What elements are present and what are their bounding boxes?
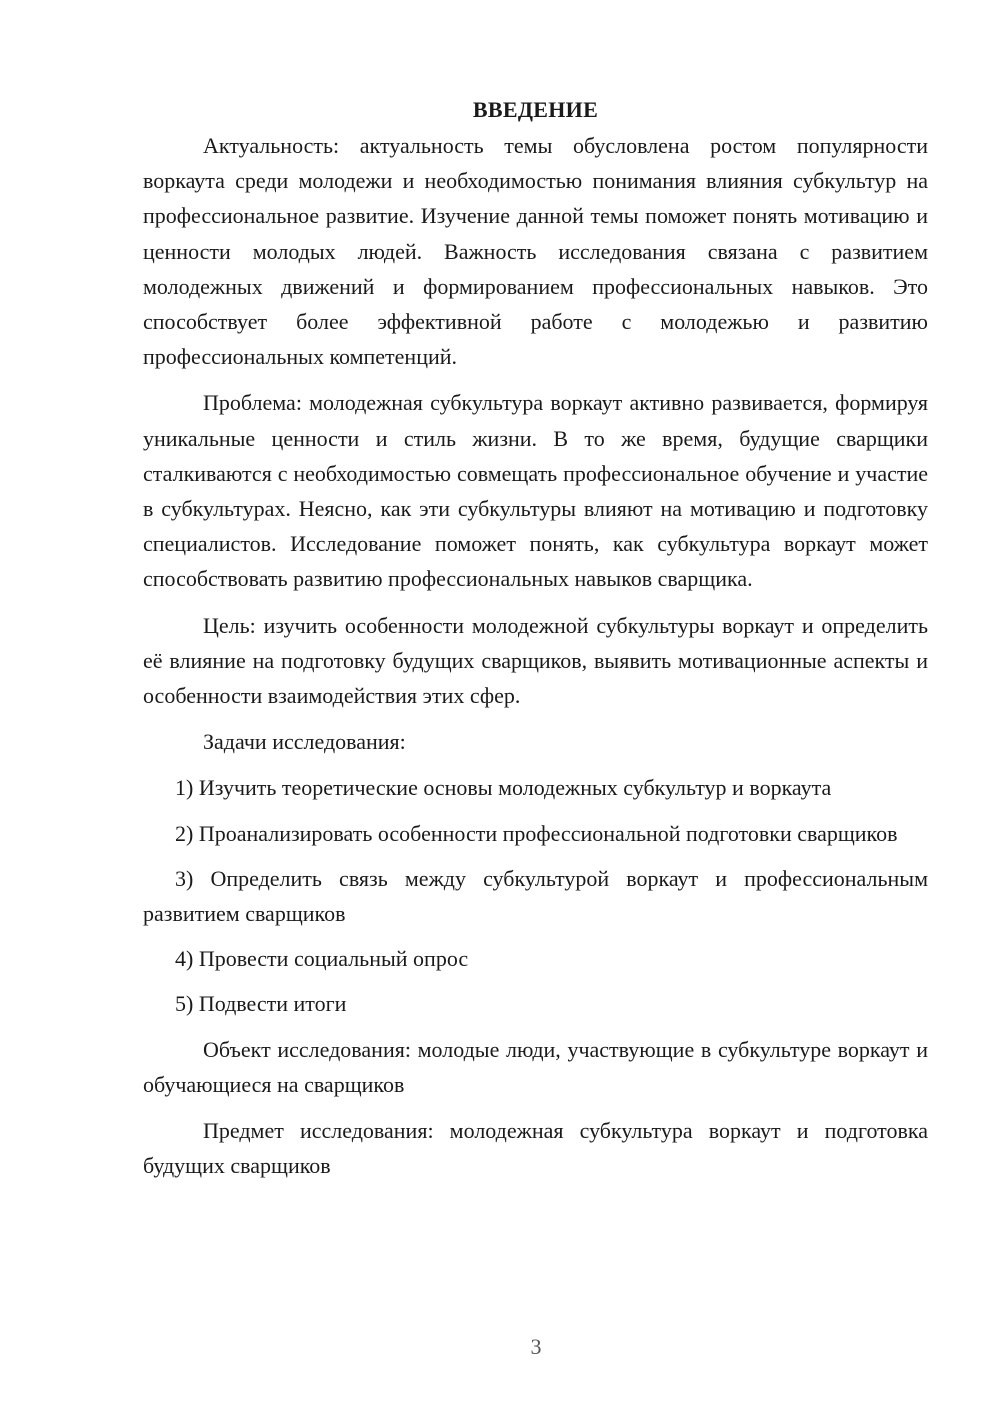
page-number: 3 — [530, 1334, 542, 1359]
goal-paragraph: Цель: изучить особенности молодежной субкультуры воркаут и определить её влияние на подготовку будущих сварщиков, выявить мотивационные аспекты и особенности взаимодействия этих сфер. — [143, 612, 928, 709]
task-item-2: 2) Проанализировать особенности профессиональной подготовки сварщиков — [175, 820, 898, 846]
tasks-heading: Задачи исследования: — [203, 729, 406, 755]
task-item-1: 1) Изучить теоретические основы молодежных субкультур и воркаута — [175, 775, 832, 801]
relevance-paragraph: Актуальность: актуальность темы обусловлена ростом популярности воркаута среди молодежи и необходимостью понимания влияния субкультур на профессиональное развитие. Изучение данной темы поможет понять мотивацию и ценности молодых людей. Важность исследования связана с развитием молодежных движений и формированием профессиональных навыков. Это способствует более эффективной работе с молодежью и развитию профессиональных компетенций. — [143, 133, 928, 370]
page-content — [143, 92, 928, 1194]
object-paragraph: Объект исследования: молодые люди, участвующие в субкультуре воркаут и обучающиеся на сварщиков — [143, 1036, 928, 1097]
page-title: ВВЕДЕНИЕ — [472, 97, 599, 122]
problem-paragraph: Проблема: молодежная субкультура воркаут активно развивается, формируя уникальные ценности и стиль жизни. В то же время, будущие сварщики сталкиваются с необходимостью совмещать профессиональное обучение и участие в субкультурах. Неясно, как эти субкультуры влияют на мотивацию и подготовку специалистов. Исследование поможет понять, как субкультура воркаут может способствовать развитию профессиональных навыков сварщика. — [143, 390, 928, 592]
task-item-5: 5) Подвести итоги — [175, 991, 347, 1017]
task-item-3: 3) Определить связь между субкультурой воркаут и профессиональным развитием сварщиков — [143, 865, 928, 927]
task-item-4: 4) Провести социальный опрос — [175, 946, 469, 972]
subject-paragraph: Предмет исследования: молодежная субкультура воркаут и подготовка будущих сварщиков — [143, 1118, 928, 1179]
